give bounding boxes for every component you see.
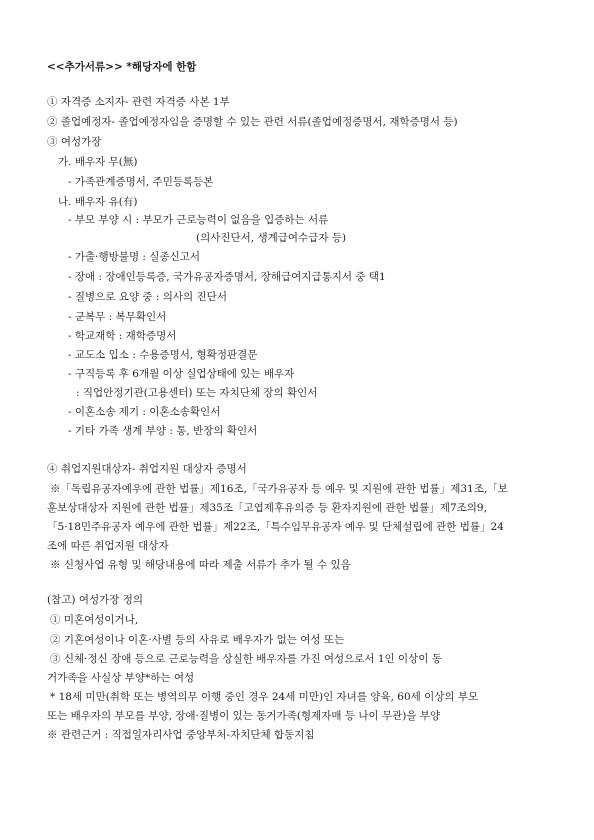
item-3-ga-no-spouse: 가. 배우자 무(無) — [58, 156, 138, 168]
item-2-expected-graduate: ② 졸업예정자- 졸업예정자임을 증명할 수 있는 관련 서류(졸업예정증명서, 재학증명서 등) — [47, 116, 458, 128]
reference-def-2: ② 기혼여성이나 이혼·사별 등의 사유로 배우자가 없는 여성 또는 — [50, 634, 345, 646]
document-title: <<추가서류>> *해당자에 한함 — [47, 61, 197, 73]
na-parent-support-cont: (의사진단서, 생계급여수급자 등) — [196, 232, 347, 244]
na-missing: - 가출·행방불명 : 실종신고서 — [68, 251, 201, 263]
reference-basis: ※ 관련근거 : 직접일자리사업 중앙부처-자치단체 합동지침 — [47, 729, 315, 741]
na-unemployed: - 구직등록 후 6개월 이상 실업상태에 있는 배우자 — [68, 368, 295, 380]
na-illness: - 질병으로 요양 중 : 의사의 진단서 — [68, 291, 227, 303]
item-1-certificate: ① 자격증 소지자- 관련 자격증 사본 1부 — [47, 96, 230, 108]
reference-footnote-line-2: 또는 배우자의 부모를 부양, 장애·질병이 있는 동거가족(형제자매 등 나이 무관)을 부양 — [47, 710, 441, 722]
item-4-note-line-4: 조에 따른 취업지원 대상자 — [47, 540, 169, 552]
item-4-note-line-2: 훈보상대상자 지원에 관한 법률」제35조「고엽제후유의증 등 환자지원에 관한 법률」제7조의9, — [47, 502, 487, 514]
na-student: - 학교재학 : 재학증명서 — [68, 330, 177, 342]
reference-def-1: ① 미혼여성이거나, — [50, 614, 139, 626]
reference-def-3-line-2: 거가족을 사실상 부양*하는 여성 — [47, 672, 195, 684]
item-4-employment-support: ④ 취업지원대상자- 취업지원 대상자 증명서 — [47, 463, 247, 475]
item-3-na-with-spouse: 나. 배우자 유(有) — [58, 196, 138, 208]
item-3-ga-docs: - 가족관계증명서, 주민등록등본 — [68, 176, 214, 188]
item-4-note-line-3: 「5·18민주유공자 예우에 관한 법률」제22조,「특수임무유공자 예우 및 단체설립에 관한 법률」24 — [47, 521, 504, 533]
item-4-note-additional: ※ 신청사업 유형 및 해당내용에 따라 제출 서류가 추가 될 수 있음 — [50, 559, 351, 571]
na-disability: - 장애 : 장애인등록증, 국가유공자증명서, 장해급여지급통지서 중 택1 — [68, 271, 386, 283]
na-parent-support: - 부모 부양 시 : 부모가 근로능력이 없음을 입증하는 서류 — [68, 214, 329, 226]
reference-footnote-line-1: * 18세 미만(취학 또는 병역의무 이행 중인 경우 24세 미만)인 자녀를 양육, 60세 이상의 부모 — [50, 691, 479, 703]
reference-def-3-line-1: ③ 신체·정신 장애 등으로 근로능력을 상실한 배우자를 가진 여성으로서 1인 이상이 동 — [50, 653, 442, 665]
reference-heading: (참고) 여성가장 정의 — [47, 594, 144, 606]
na-unemployed-cont: : 직업안정기관(고용센터) 또는 자치단체 장의 확인서 — [76, 387, 318, 399]
na-military: - 군복무 : 복무확인서 — [68, 311, 167, 323]
na-other: - 기타 가족 생계 부양 : 통, 반장의 확인서 — [68, 425, 258, 437]
na-prison: - 교도소 입소 : 수용증명서, 형확정판결문 — [68, 349, 258, 361]
item-4-note-line-1: ※「독립유공자예우에 관한 법률」제16조,「국가유공자 등 예우 및 지원에 관한 법률」제31조,「보 — [50, 483, 508, 495]
item-3-female-head: ③ 여성가장 — [47, 136, 102, 148]
na-divorce: - 이혼소송 제기 : 이혼소송확인서 — [68, 406, 221, 418]
